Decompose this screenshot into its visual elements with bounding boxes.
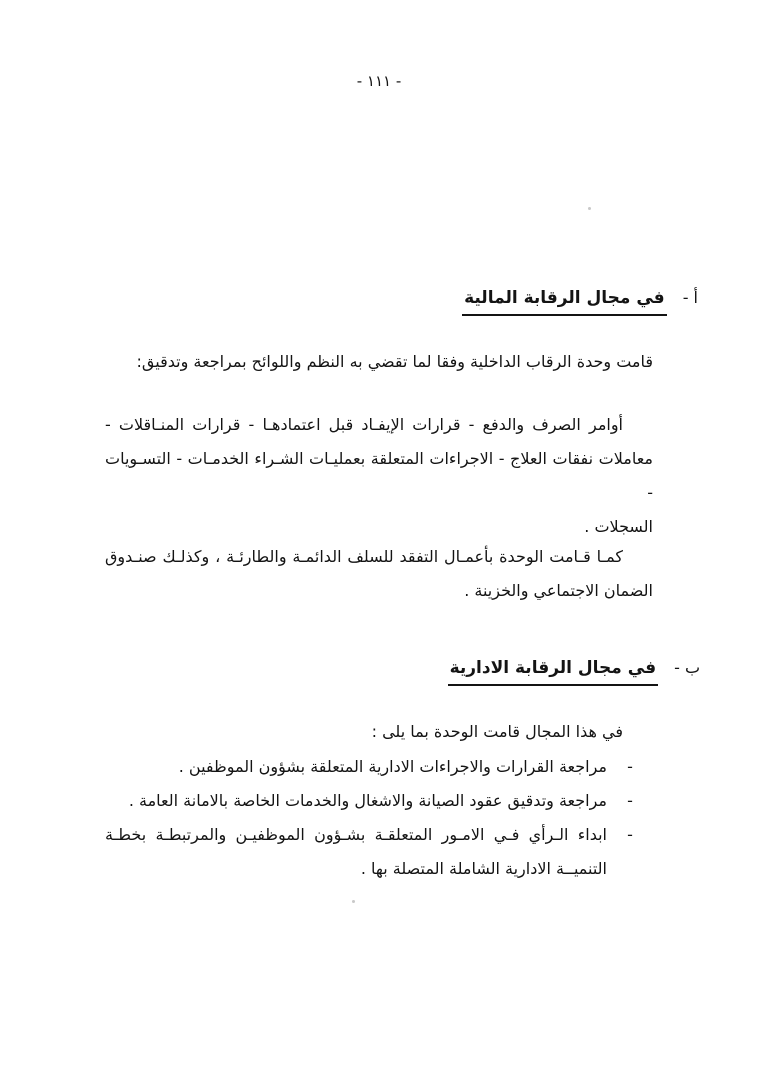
paragraph-line: الضمان الاجتماعي والخزينة . xyxy=(464,581,653,600)
list-item xyxy=(105,818,653,886)
section-a-closing xyxy=(105,540,653,608)
scan-speck xyxy=(352,900,355,903)
paragraph-line: أوامر الصرف والدفع - قرارات الإيفـاد قبل اعتمادهـا - قرارات المنـاقلات - xyxy=(105,415,623,434)
section-b-marker: ب - xyxy=(674,658,700,677)
list-item xyxy=(105,750,653,784)
section-a-body xyxy=(105,408,653,544)
section-a-heading xyxy=(462,288,698,316)
section-a-intro xyxy=(105,345,653,379)
list-item-text: مراجعة القرارات والاجراءات الادارية المتعلقة بشؤون الموظفين . xyxy=(178,757,607,776)
section-a-marker: أ - xyxy=(682,288,698,307)
paragraph-line: كمـا قـامت الوحدة بأعمـال التفقد للسلف الدائمـة والطارئـة ، وكذلـك صنـدوق xyxy=(105,547,623,566)
scan-speck xyxy=(588,207,591,210)
page-number: - ١١١ - xyxy=(356,72,402,90)
section-a-title: في مجال الرقابة المالية xyxy=(462,288,667,316)
paragraph-line: في هذا المجال قامت الوحدة بما يلى : xyxy=(371,722,623,741)
list-item-text: ابداء الـرأي فـي الامـور المتعلقـة بشـؤون الموظفيـن والمرتبطـة بخطـة التنميــة الادارية الشاملة المتصلة بها . xyxy=(105,825,607,878)
list-item xyxy=(105,784,653,818)
paragraph-line: معاملات نفقات العلاج - الاجراءات المتعلقة بعمليـات الشـراء الخدمـات - التسـويات - xyxy=(105,449,653,502)
section-b-intro xyxy=(105,715,653,749)
section-b-title: في مجال الرقابة الادارية xyxy=(448,658,659,686)
dash-bullet: - xyxy=(627,791,633,810)
paragraph-line: السجلات . xyxy=(584,517,653,536)
dash-bullet: - xyxy=(627,825,633,844)
dash-bullet: - xyxy=(627,757,633,776)
paragraph-line: قامت وحدة الرقاب الداخلية وفقا لما تقضي به النظم واللوائح بمراجعة وتدقيق: xyxy=(136,352,653,371)
section-b-list xyxy=(105,750,653,886)
list-item-text: مراجعة وتدقيق عقود الصيانة والاشغال والخدمات الخاصة بالامانة العامة . xyxy=(128,791,607,810)
section-b-heading xyxy=(448,658,700,686)
